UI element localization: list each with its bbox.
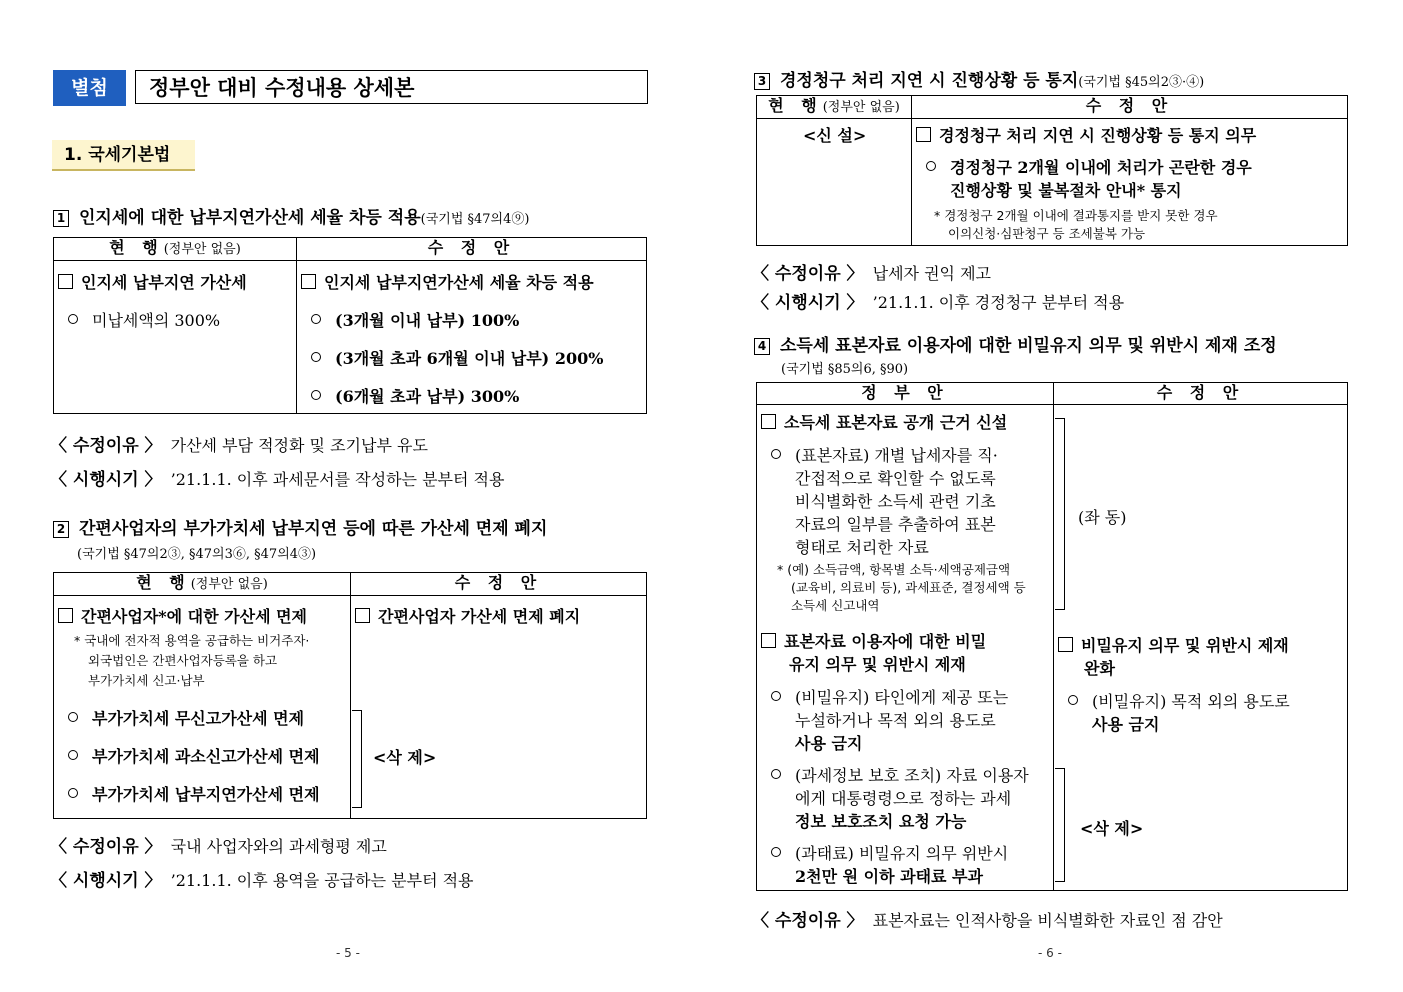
col-current: 현 행(정부안 없음) [757,96,912,119]
item2-table [53,572,647,819]
item1-effective-date: 〈 시행시기 〉 ’21.1.1. 이후 과세문서를 작성하는 분부터 적용 [50,470,505,490]
bullet-circle-icon [1068,695,1078,705]
item2-effective-date: 〈 시행시기 〉 ’21.1.1. 이후 용역을 공급하는 분부터 적용 [50,871,474,891]
right-bracket [1055,418,1065,610]
page-title: 정부안 대비 수정내용 상세본 [135,70,648,104]
item3-ref: (국기법 §45의2③·④) [1078,75,1205,90]
bullet-circle-icon [311,352,321,362]
item3-revised-cell: 경정청구 처리 지연 시 진행상황 등 통지 의무 경정청구 2개월 이내에 처리가 곤란한 경우 진행상황 및 불복절차 안내* 통지 * 경정청구 2개월 이내에 결과통지를 받지 못한 경우 이의신청·심판청구 등 조세불복 가능 [912,119,1348,246]
right-bracket [352,710,362,808]
bullet-circle-icon [68,750,78,760]
item2-current-cell: 간편사업자*에 대한 가산세 면제 * 국내에 전자적 용역을 공급하는 비거주자· 외국법인은 간편사업자등록을 하고 부가가치세 신고·납부 부가가치세 무신고가산세 면제 부가가치세 과소신고가산세 면제 부가가치세 납부지연가산세 면제 [54,596,351,819]
col-revised: 수 정 안 [351,573,647,596]
item2-reason: 〈 수정이유 〉 국내 사업자와의 과세형평 제고 [50,837,387,857]
checkbox-square-icon [301,274,316,289]
checkbox-square-icon [58,274,73,289]
col-government: 정 부 안 [757,383,1054,405]
item3-current-cell: <신 설> [757,119,912,246]
item1-title: 인지세에 대한 납부지연가산세 세율 차등 적용 [79,208,421,228]
bullet-circle-icon [771,847,781,857]
col-revised: 수 정 안 [297,238,647,261]
bullet-circle-icon [68,314,78,324]
item3-table [756,95,1348,246]
item4-ref: (국기법 §85의6, §90) [781,362,909,377]
col-current: 현 행(정부안 없음) [54,573,351,596]
checkbox-square-icon [1058,637,1073,652]
item2-title: 간편사업자의 부가가치세 납부지연 등에 따른 가산세 면제 폐지 [79,519,548,539]
bullet-circle-icon [926,161,936,171]
item2-heading [53,514,547,539]
col-revised: 수 정 안 [912,96,1348,119]
bullet-circle-icon [68,712,78,722]
item2-revised-cell: 간편사업자 가산세 면제 폐지 <삭 제> [351,596,647,819]
bullet-circle-icon [771,691,781,701]
item3-effective-date: 〈 시행시기 〉 ’21.1.1. 이후 경정청구 분부터 적용 [752,293,1125,313]
item4-gov-cell: 소득세 표본자료 공개 근거 신설 (표본자료) 개별 납세자를 직· 간접적으로 확인할 수 없도록 비식별화한 소득세 관련 기초 자료의 일부를 추출하여 표본 형태로 처리한 자료 * (예) 소득금액, 항목별 소득·세액공제금액 (교육비, 의료비 등), 과세표준, 결정세액 등 소득세 신고내역 표본자료 이용자에 대한 비밀 유지 의무 및 위반시 제재 (비밀유지) 타인에게 제공 또는 누설하거나 목적 외의 용도로 사용 금지 (과세정보 보호 조치) 자료 이용자 에게 대통령령으로 정하는 과세 정보 보호조치 요청 가능 (과태료) 비밀유지 의무 위반시 2천만 원 이하 과태료 부과 [757,405,1054,891]
checkbox-square-icon [761,414,776,429]
col-current: 현 행(정부안 없음) [54,238,297,261]
item3-reason: 〈 수정이유 〉 납세자 권익 제고 [752,264,992,284]
bullet-circle-icon [311,390,321,400]
item1-revised-cell: 인지세 납부지연가산세 세율 차등 적용 (3개월 이내 납부) 100% (3개월 초과 6개월 이내 납부) 200% (6개월 초과 납부) 300% [297,261,647,414]
checkbox-square-icon [355,608,370,623]
bullet-circle-icon [311,314,321,324]
item-number-box: 1 [53,210,69,227]
attachment-badge: 별첨 [53,70,126,106]
page-number: - 6 - [1038,946,1062,960]
item3-title: 경정청구 처리 지연 시 진행상황 등 통지 [780,71,1079,91]
item1-table [53,237,647,414]
item4-title: 소득세 표본자료 이용자에 대한 비밀유지 의무 및 위반시 제재 조정 [780,336,1277,356]
item1-heading [53,203,529,228]
item-number-box: 2 [53,521,69,538]
checkbox-square-icon [916,127,931,142]
item-number-box: 4 [754,338,770,355]
item-number-box: 3 [754,73,770,90]
bullet-circle-icon [68,788,78,798]
item3-heading [754,66,1204,91]
bullet-circle-icon [771,769,781,779]
item4-heading [754,331,1277,356]
checkbox-square-icon [58,608,73,623]
item4-table [756,382,1348,891]
right-bracket [1055,768,1065,882]
checkbox-square-icon [761,633,776,648]
bullet-circle-icon [771,449,781,459]
item4-revised-cell: (좌 동) 비밀유지 의무 및 위반시 제재 완화 (비밀유지) 목적 외의 용도로 사용 금지 <삭 제> [1054,405,1348,891]
section-heading: 1. 국세기본법 [52,140,195,171]
item2-ref: (국기법 §47의2③, §47의3⑥, §47의4③) [77,547,317,562]
item1-ref: (국기법 §47의4⑨) [420,212,530,227]
item1-current-cell: 인지세 납부지연 가산세 미납세액의 300% [54,261,297,414]
col-revised: 수 정 안 [1054,383,1348,405]
item4-reason: 〈 수정이유 〉 표본자료는 인적사항을 비식별화한 자료인 점 감안 [752,911,1223,931]
item1-reason: 〈 수정이유 〉 가산세 부담 적정화 및 조기납부 유도 [50,436,428,456]
page-number: - 5 - [336,946,360,960]
